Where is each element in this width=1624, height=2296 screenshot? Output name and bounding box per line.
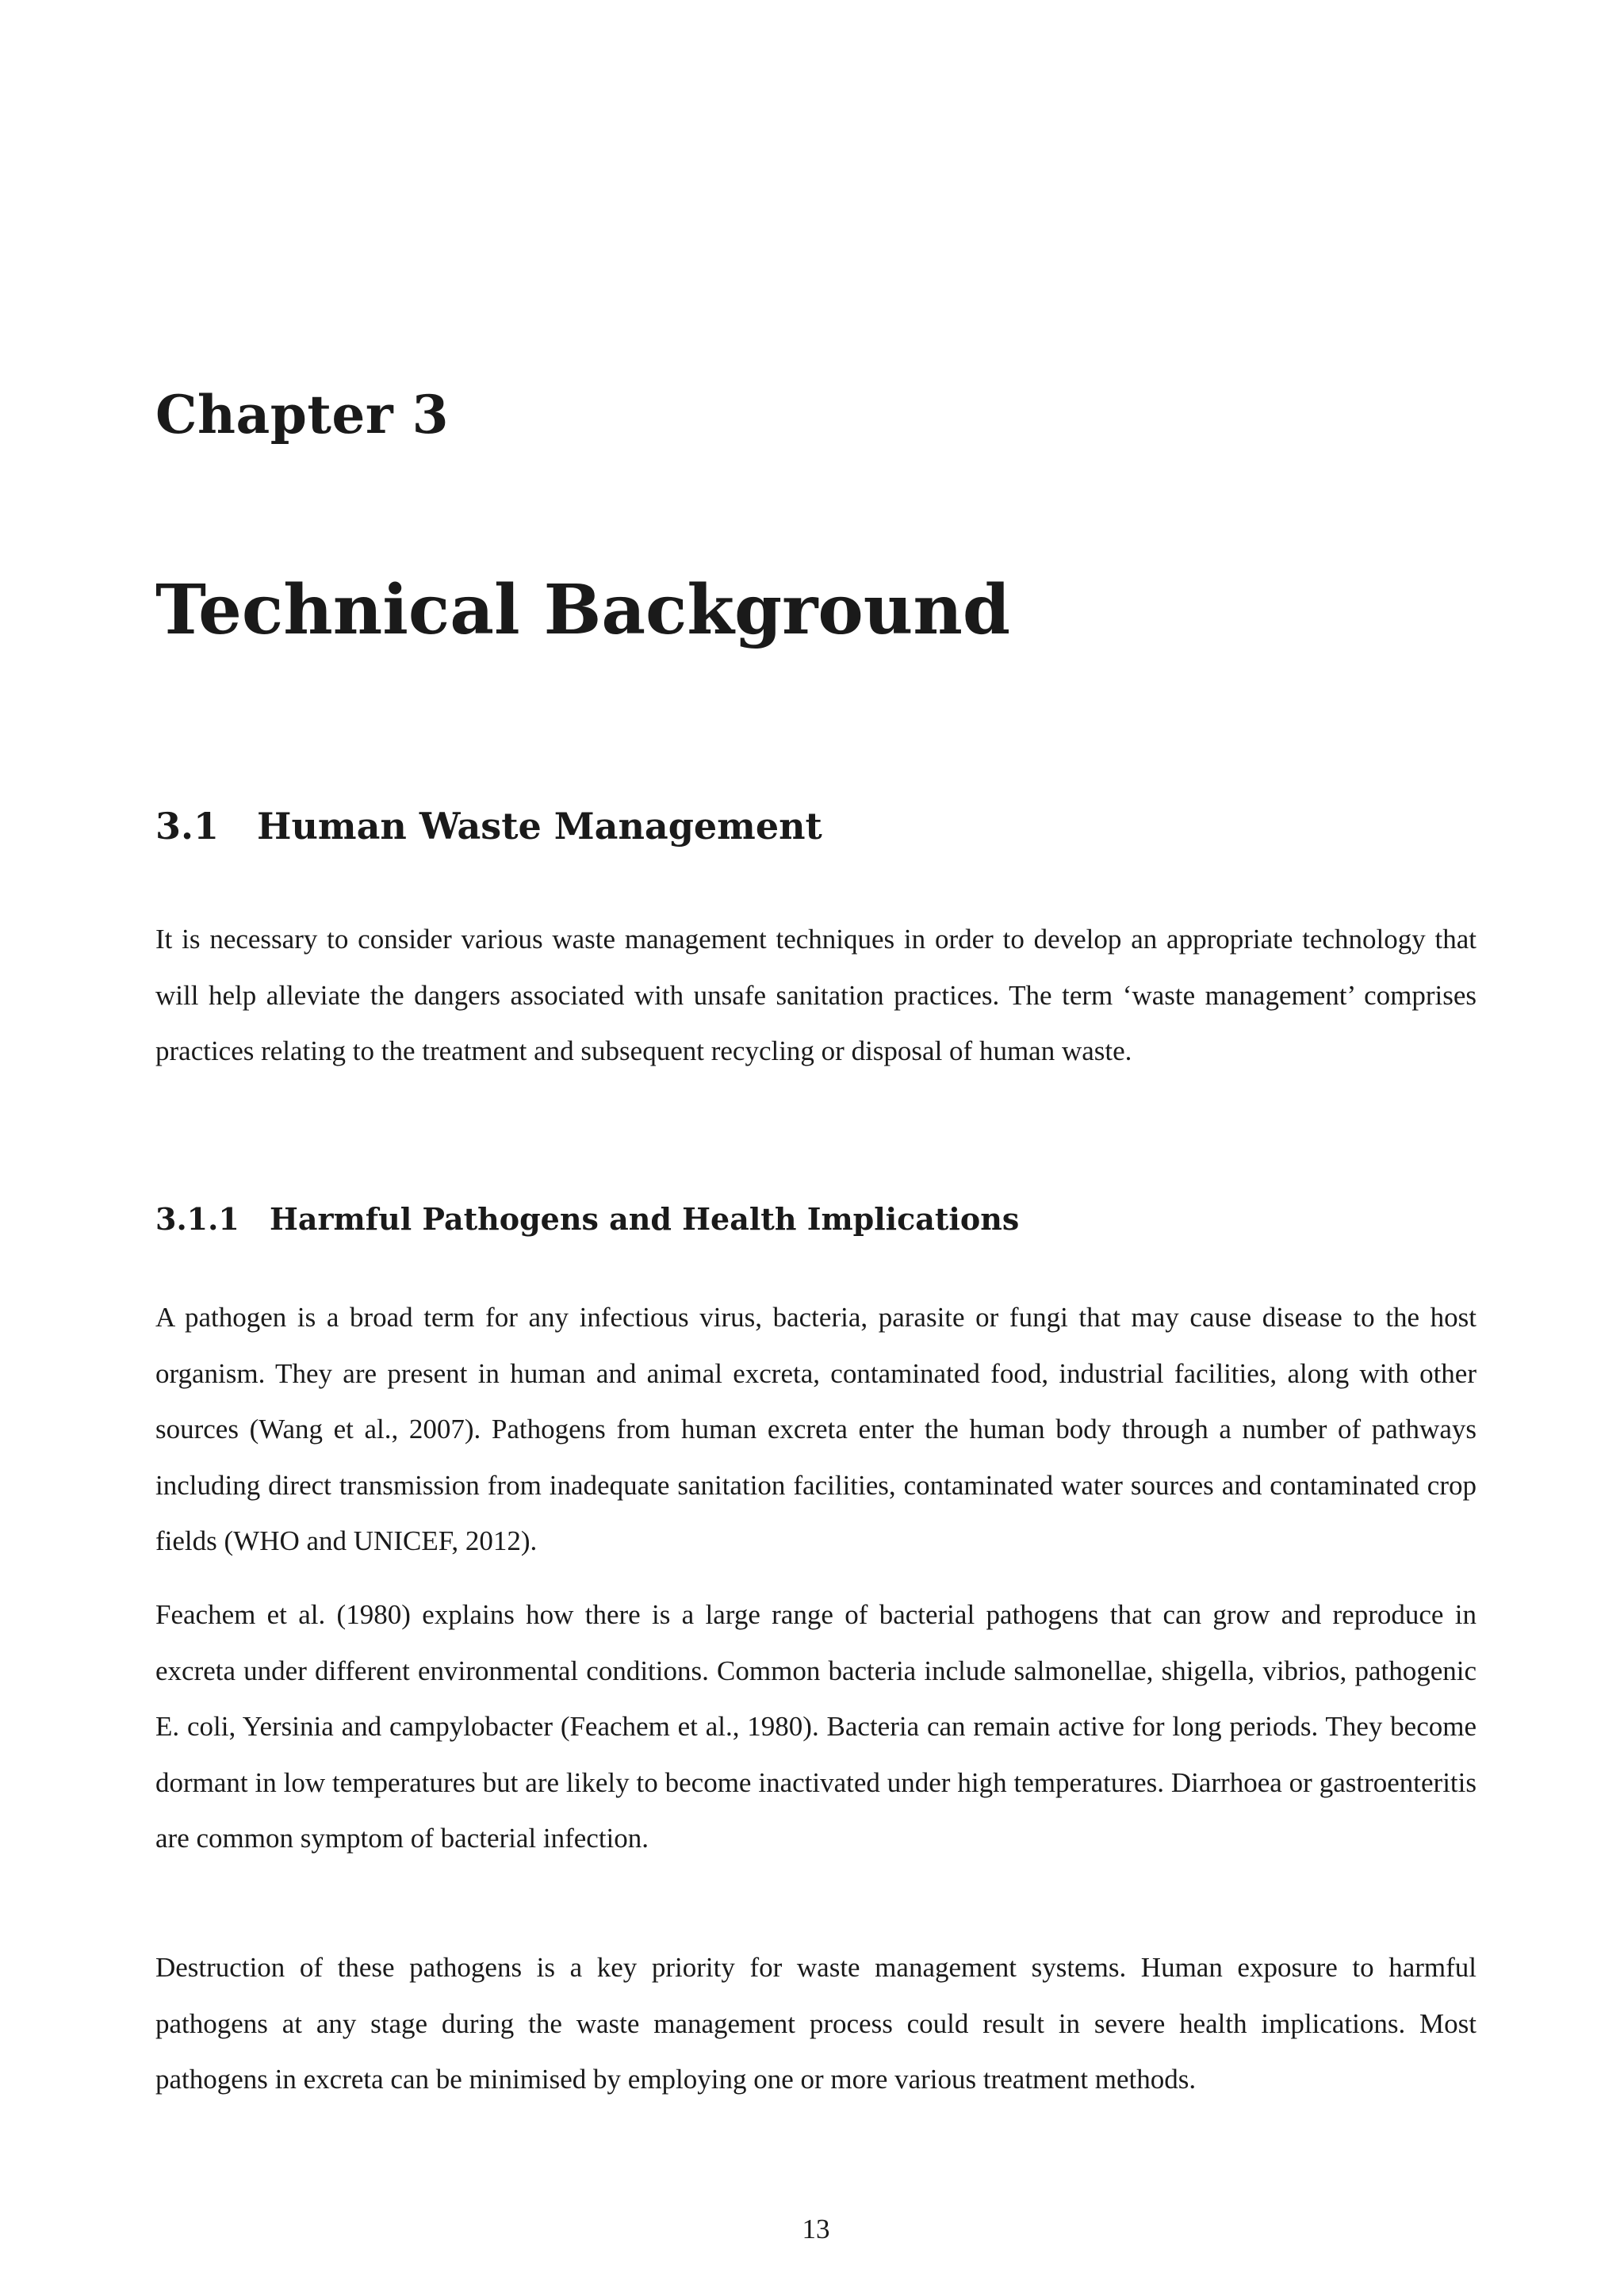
section-number: 3.1 — [155, 805, 220, 848]
subsection-title: Harmful Pathogens and Health Implications — [270, 1201, 1020, 1237]
document-page — [155, 0, 1477, 2296]
section-heading — [155, 805, 822, 848]
subsection-number: 3.1.1 — [155, 1201, 239, 1237]
subsection-heading — [155, 1201, 1020, 1237]
chapter-title: Technical Background — [155, 570, 1010, 650]
subsection-paragraph-1: A pathogen is a broad term for any infectious virus, bacteria, parasite or fungi that may cause disease to the host organism. They are present in human and animal excreta, contaminated food, industrial facilities, along with other sources (Wang et al., 2007). Pathogens from human excreta enter the human body through a number of pathways including direct transmission from inadequate sanitation facilities, contaminated water sources and contaminated crop fields (WHO and UNICEF, 2012). — [155, 1302, 1477, 1556]
section-title: Human Waste Management — [257, 805, 822, 848]
subsection-paragraph-3: Destruction of these pathogens is a key priority for waste management systems. Human exposure to harmful pathogens at any stage during the waste management process could result in severe health implications. Most pathogens in excreta can be minimised by employing one or more various treatment methods. — [155, 1952, 1477, 2095]
chapter-label: Chapter 3 — [155, 384, 450, 446]
subsection-paragraph-2: Feachem et al. (1980) explains how there is a large range of bacterial pathogens that can grow and reproduce in excreta under different environmental conditions. Common bacteria include salmonellae, shigella, vibrios, pathogenic E. coli, Yersinia and campylobacter (Feachem et al., 1980). Bacteria can remain active for long periods. They become dormant in low temperatures but are likely to become inactivated under high temperatures. Diarrhoea or gastroenteritis are common symptom of bacterial infection. — [155, 1599, 1477, 1854]
section-paragraph: It is necessary to consider various waste management techniques in order to develop an appropriate technology that will help alleviate the dangers associated with unsafe sanitation practices. The term ‘waste management’ comprises practices relating to the treatment and subsequent recycling or disposal of human waste. — [155, 924, 1477, 1066]
page-number: 13 — [802, 2214, 830, 2244]
